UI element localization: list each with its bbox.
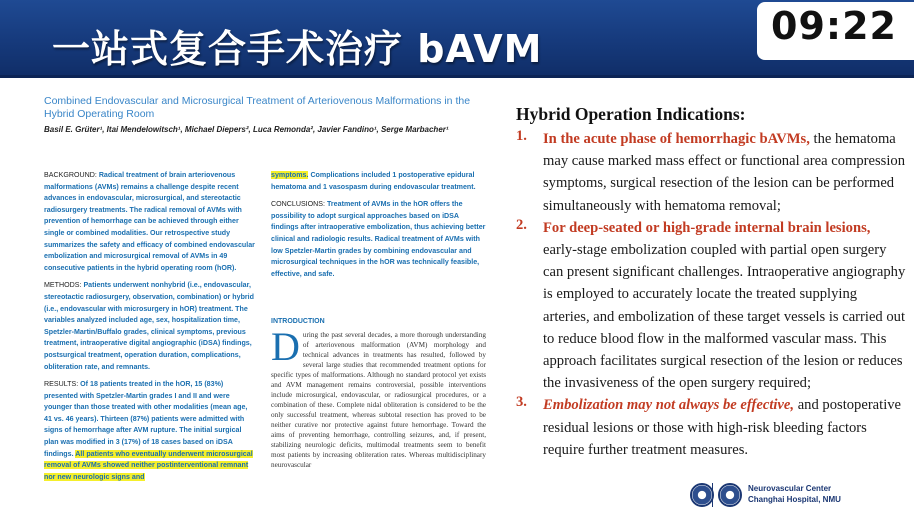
- item-number: 3.: [516, 394, 527, 411]
- drop-cap: D: [271, 324, 300, 369]
- center-name: Neurovascular Center: [748, 484, 832, 493]
- abstract-text: Of 18 patients treated in the hOR, 15 (83%) presented with Spetzler-Martin grades I and II and were younger than those treated with other modalities (mean age, 41 vs. 46 years). Thirteen (87%) patients were admitted with signs of hemorrhage after AVM rupture. The initial surgical plan was modified in 3 (17%) of 18 cases based on iDSA findings.: [44, 380, 248, 458]
- indication-item: [516, 394, 906, 461]
- clock-badge: [757, 2, 914, 60]
- item-lead: In the acute phase of hemorrhagic bAVMs,: [543, 131, 810, 147]
- item-lead: For deep-seated or high-grade internal brain lesions,: [543, 219, 871, 236]
- item-number: 2.: [516, 216, 527, 233]
- highlighted-text: symptoms.: [271, 171, 309, 179]
- introduction-text: uring the past several decades, a more thorough understanding of arteriovenous malformation (AVM) morphology and technical advances in treatments has resulted, followed by several large studies that recommended treatment options for specific types of malformations. Although no standard protocol yet exists and AVM management remains controversial, possible interventions include microsurgical, endovascular, or radiosurgical procedures, or a combination of these. Complete nidal obliteration is considered to be the only successful treatment, whereas subtotal resection has proved to be neither curative nor protective against future hemorrhage. Toward the aims of preventing hemorrhage, controlling seizures, and, if present, stabilizing neurologic deficits, multimodal treatments seem to benefit most patients by increasing obliteration rates. Whereas multidisciplinary neurovascular: [271, 331, 486, 469]
- abstract-left-column: [44, 170, 257, 489]
- slide-title: 一站式复合手术治疗 bAVM: [52, 27, 543, 71]
- footer-branding: [690, 480, 910, 510]
- item-body: early-stage embolization coupled with partial open surgery can present significant challenges. Intraoperative angiography is employed to accurately locate the treated supplying arteries, and embolization of these target vessels is carried out to reduce blood flow in the malformed vascular mass. This approach facilitates surgical resection of the lesion or reduces the invasiveness of the open surgery required;: [543, 242, 906, 392]
- abstract-conclusions: [271, 199, 486, 280]
- abstract-text: Radical treatment of brain arteriovenous malformations (AVMs) remains a challenge despite recent advances in endovascular, microsurgical, and stereotactic radiosurgery treatments. The radical removal of AVMs with prevention of hemorrhage can be achieved through either single or combined modalities. Our retrospective study summarizes the safety and efficacy of combined endovascular embolization and microsurgical removal of AVMs in 49 consecutive patients in the hybrid operating room (hOR).: [44, 171, 255, 272]
- abstract-text: Complications included 1 postoperative epidural hematoma and 1 vasospasm during endovascular treatment.: [271, 171, 476, 191]
- abstract-text: Patients underwent nonhybrid (i.e., endovascular, stereotactic radiosurgery, observation, combination) or hybrid (i.e., endovascular with microsurgery in hOR) treatment. The variables analyzed included age, sex, hospitalization time, Spetzler-Martin/Buffalo grades, clinical symptoms, previous treatment, intraoperative digital angiographic (iDSA) findings, postsurgical treatment, operation duration, complications, obliteration rate, and remnants.: [44, 281, 254, 371]
- hospital-logo-icon: [718, 483, 742, 507]
- university-logo-icon: [690, 483, 714, 507]
- indications-heading: Hybrid Operation Indications:: [516, 104, 746, 124]
- abstract-results: [44, 379, 257, 483]
- item-number: 1.: [516, 128, 527, 144]
- hospital-name: Changhai Hospital, NMU: [748, 495, 841, 504]
- item-lead: Embolization may not always be effective,: [543, 397, 795, 414]
- item-text: [543, 217, 906, 395]
- introduction-body: [271, 324, 486, 470]
- item-body: the hematoma may cause marked mass effect or functional area compression symptoms, surgical resection of the lesion can be performed simultaneously with hematoma removal;: [543, 131, 905, 214]
- abstract-head: BACKGROUND:: [44, 171, 97, 179]
- abstract-head: RESULTS:: [44, 380, 79, 389]
- abstract-head: METHODS:: [44, 281, 82, 290]
- indication-item: [516, 128, 906, 217]
- abstract-right-column: [271, 170, 486, 286]
- abstract-results-cont: [271, 170, 486, 193]
- abstract-text: Treatment of AVMs in the hOR offers the possibility to adopt surgical approaches based on iDSA findings after intraoperative embolization, thus achieving better clinical and radiologic results. Radical treatment of AVMs with low Spetzler-Martin grades by combining endovascular and microsurgical techniques in the hOR was technically feasible, effective, and safe.: [271, 200, 486, 278]
- abstract-background: [44, 170, 257, 274]
- indication-item: [516, 217, 906, 395]
- paper-title: Combined Endovascular and Microsurgical Treatment of Arteriovenous Malformations in the Hybrid Operating Room: [44, 95, 471, 120]
- indications-panel: [516, 104, 906, 461]
- abstract-head: CONCLUSIONS:: [271, 200, 325, 209]
- introduction-heading: INTRODUCTION: [271, 318, 325, 325]
- item-text: [543, 128, 906, 217]
- item-text: [543, 394, 906, 461]
- item-body: and postoperative residual lesions or those with high-risk bleeding factors require further treatment measures.: [543, 397, 902, 458]
- logo-divider: [712, 483, 713, 507]
- paper-authors: Basil E. Grüter¹, Itai Mendelowitsch¹, Michael Diepers², Luca Remonda², Javier Fandino¹, Serge Marbacher¹: [44, 125, 449, 134]
- highlighted-text: All patients who eventually underwent microsurgical removal of AVMs showed neither postinterventional remnant nor new neurologic signs and: [44, 449, 253, 481]
- abstract-methods: [44, 280, 257, 373]
- clock-time: 09:22: [771, 4, 897, 48]
